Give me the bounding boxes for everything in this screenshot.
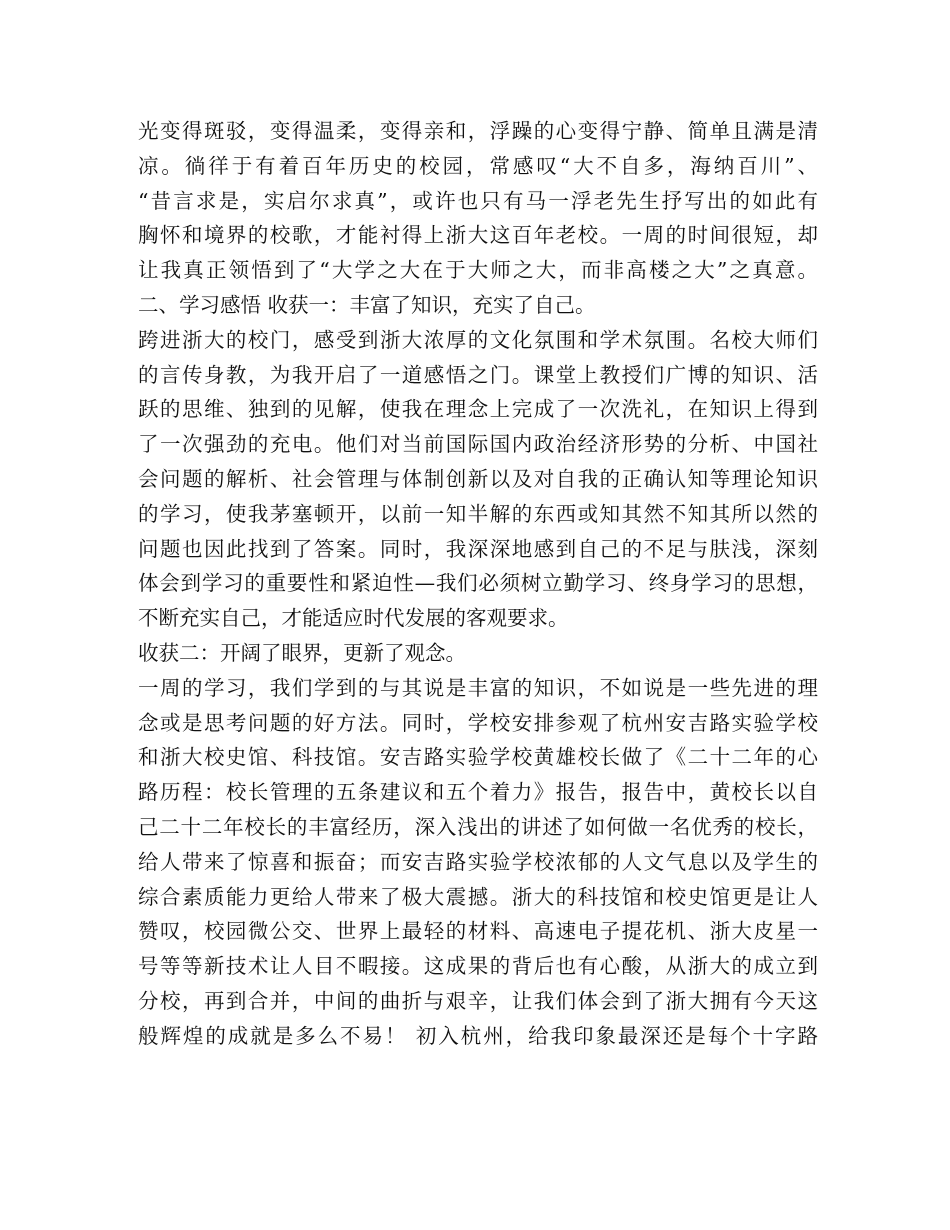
text-line: 胸怀和境界的校歌，才能衬得上浙大这百年老校。一周的时间很短，却: [138, 223, 818, 248]
text-line: “昔言求是，实启尔求真”，或许也只有马一浮老先生抒写出的如此有: [138, 188, 818, 213]
text-line: 二、学习感悟 收获一：丰富了知识，充实了自己。: [138, 292, 596, 317]
text-line: 收获二：开阔了眼界，更新了观念。: [138, 640, 466, 665]
text-line: 号等等新技术让人目不暇接。这成果的背后也有心酸，从浙大的成立到: [138, 954, 818, 979]
text-line: 赞叹，校园微公交、世界上最轻的材料、高速电子提花机、浙大皮星一: [138, 919, 818, 944]
text-line: 体会到学习的重要性和紧迫性—我们必须树立勤学习、终身学习的思想，: [138, 571, 818, 596]
text-line: 问题也因此找到了答案。同时，我深深地感到自己的不足与肤浅，深刻: [138, 536, 818, 561]
text-line: 了一次强劲的充电。他们对当前国际国内政治经济形势的分析、中国社: [138, 432, 818, 457]
document-body: [138, 114, 818, 1054]
text-line: 光变得斑驳，变得温柔，变得亲和，浮躁的心变得宁静、简单且满是清: [138, 119, 818, 143]
text-line: 的学习，使我茅塞顿开，以前一知半解的东西或知其然不知其所以然的: [138, 501, 818, 526]
text-line: 分校，再到合并，中间的曲折与艰辛，让我们体会到了浙大拥有今天这: [138, 988, 818, 1013]
text-line: 跃的思维、独到的见解，使我在理念上完成了一次洗礼，在知识上得到: [138, 397, 818, 422]
text-line: 念或是思考问题的好方法。同时，学校安排参观了杭州安吉路实验学校: [138, 710, 818, 735]
text-line: 般辉煌的成就是多么不易！ 初入杭州，给我印象最深还是每个十字路: [138, 1023, 818, 1048]
text-line: 路历程：校长管理的五条建议和五个着力》报告，报告中，黄校长以自: [138, 780, 818, 805]
text-line: 综合素质能力更给人带来了极大震撼。浙大的科技馆和校史馆更是让人: [138, 884, 818, 909]
text-line: 让我真正领悟到了“大学之大在于大师之大，而非高楼之大”之真意。: [138, 258, 818, 283]
text-line: 不断充实自己，才能适应时代发展的客观要求。: [138, 606, 569, 631]
text-line: 一周的学习，我们学到的与其说是丰富的知识，不如说是一些先进的理: [138, 675, 818, 700]
text-line: 己二十二年校长的丰富经历，深入浅出的讲述了如何做一名优秀的校长，: [138, 814, 818, 839]
text-line: 给人带来了惊喜和振奋；而安吉路实验学校浓郁的人文气息以及学生的: [138, 849, 818, 874]
text-line: 和浙大校史馆、科技馆。安吉路实验学校黄雄校长做了《二十二年的心: [138, 745, 818, 770]
text-line: 会问题的解析、社会管理与体制创新以及对自我的正确认知等理论知识: [138, 466, 818, 491]
text-line: 的言传身教，为我开启了一道感悟之门。课堂上教授们广博的知识、活: [138, 362, 818, 387]
text-line: 凉。徜徉于有着百年历史的校园，常感叹“大不自多，海纳百川”、: [138, 153, 818, 178]
text-line: 跨进浙大的校门，感受到浙大浓厚的文化氛围和学术氛围。名校大师们: [138, 327, 818, 352]
